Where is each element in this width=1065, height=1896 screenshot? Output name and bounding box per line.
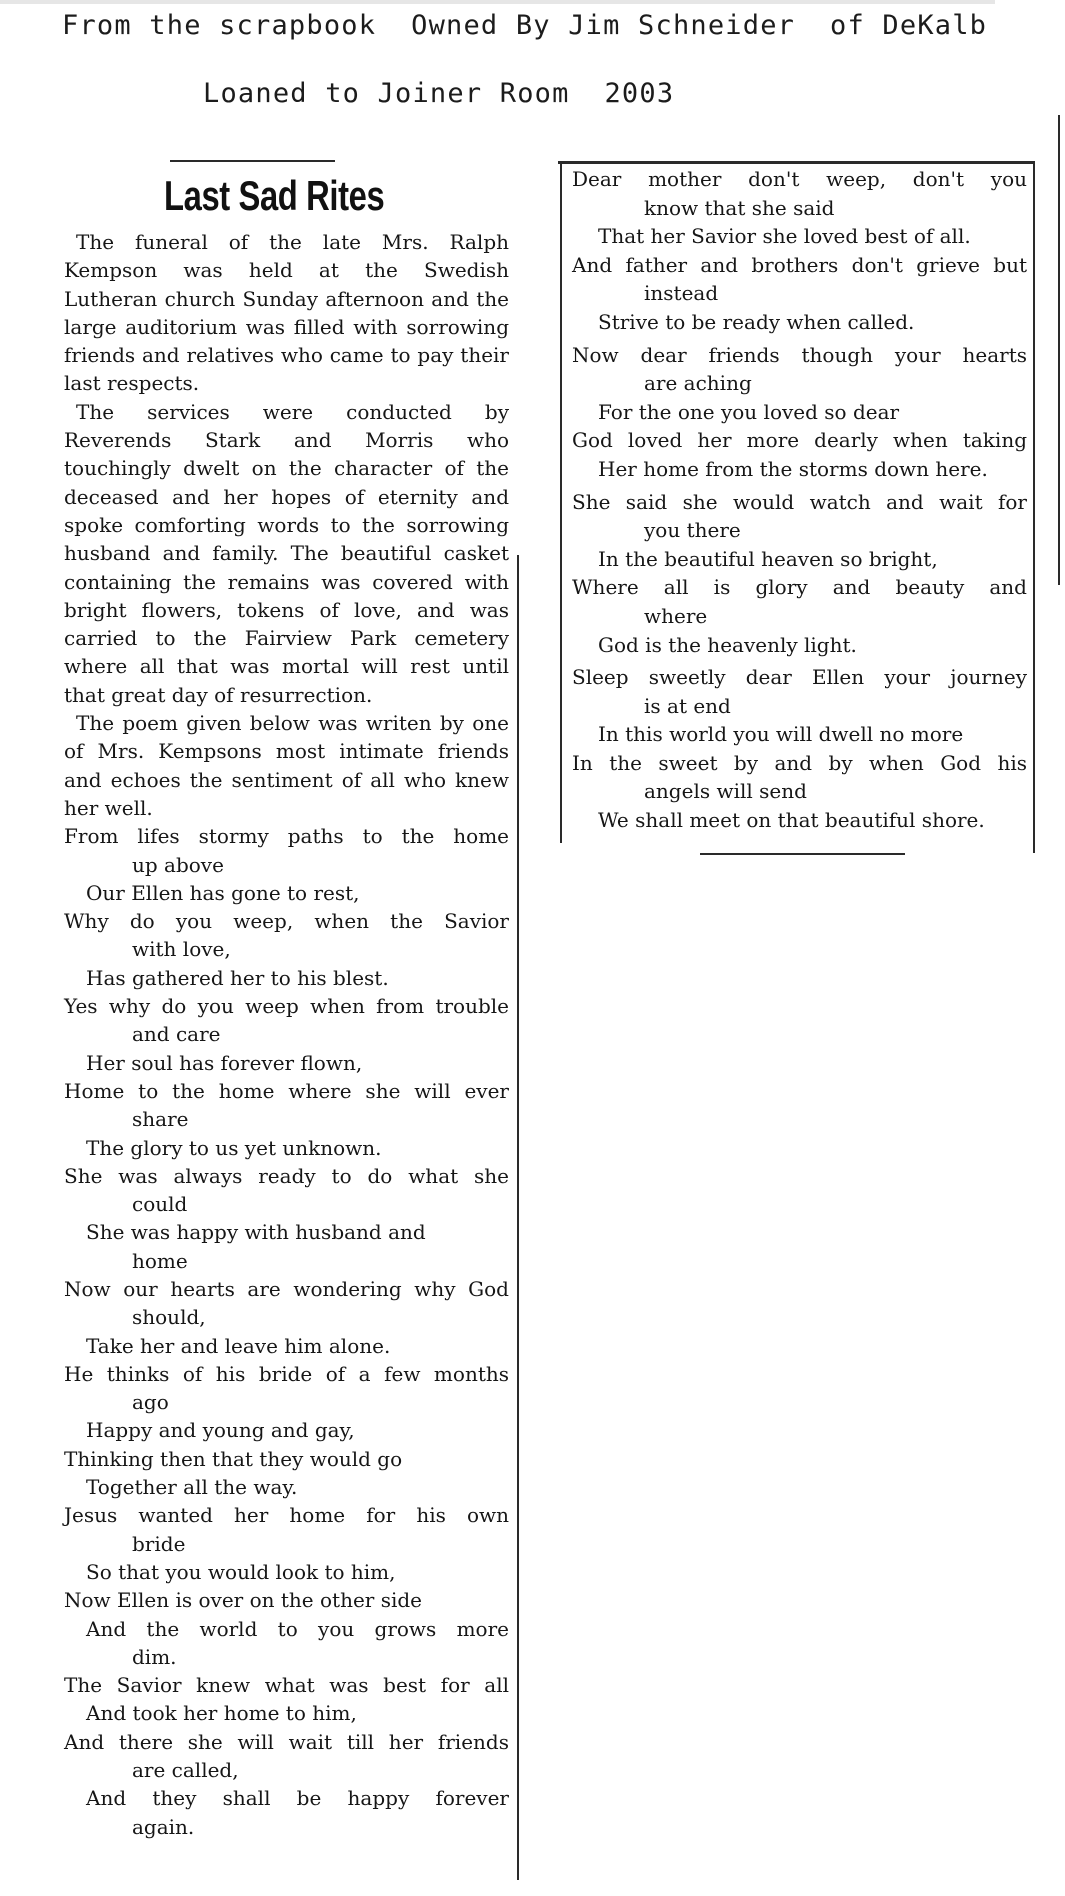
poem-line: And took her home to him, [86, 1701, 357, 1726]
poem-line: Our Ellen has gone to rest, [86, 880, 360, 905]
poem-line: could [132, 1192, 188, 1217]
headline-rule [170, 160, 335, 162]
page-edge-rule [1058, 115, 1060, 585]
poem-line: She said she would watch and wait for [572, 489, 1027, 514]
poem-line: He thinks of his bride of a few months [64, 1361, 509, 1386]
poem-line: She was happy with husband and [86, 1220, 426, 1245]
poem-stanza [64, 1501, 509, 1671]
poem-line: So that you would look to him, [86, 1559, 396, 1584]
poem-line: She was always ready to do what she [64, 1163, 509, 1188]
poem-line: We shall meet on that beautiful shore. [598, 808, 985, 833]
poem-line: God loved her more dearly when taking [572, 428, 1027, 453]
headline: Last Sad Rites [164, 172, 385, 219]
article-paragraph: The services were conducted by Reverends Stark and Morris who touchingly dwelt on the character of the deceased and her hopes of eternity and spoke comforting words to the sorrowing husband and family. The beautiful casket containing the remains was covered with bright flowers, tokens of love, and was carried to the Fairview Park cemetery where all that was mortal will rest until that great day of resurrection. [64, 399, 509, 707]
poem-line: And the world to you grows more [86, 1616, 509, 1641]
poem-line: ago [132, 1390, 169, 1415]
poem-line: For the one you loved so dear [598, 399, 900, 424]
poem-line: is at end [644, 693, 731, 718]
poem-line: where [644, 603, 708, 628]
article-paragraph: The funeral of the late Mrs. Ralph Kempson was held at the Swedish Lutheran church Sunday afternoon and the large auditorium was filled with sorrowing friends and relatives who came to pay their last respects. [64, 230, 509, 396]
poem-line: up above [132, 852, 224, 877]
poem-stanza [64, 1077, 509, 1162]
poem-line: should, [132, 1305, 206, 1330]
poem-line: Home to the home where she will ever [64, 1078, 509, 1103]
poem-line: share [132, 1107, 189, 1132]
poem-line: That her Savior she loved best of all. [598, 224, 971, 249]
poem-line: In the sweet by and by when God his [572, 750, 1027, 775]
poem-line: And they shall be happy forever [86, 1786, 509, 1811]
poem-line: are aching [644, 371, 752, 396]
poem-stanza [64, 907, 509, 992]
poem-line: and care [132, 1022, 221, 1047]
loan-note: Loaned to Joiner Room 2003 [203, 78, 675, 109]
poem-line: Take her and leave him alone. [86, 1333, 391, 1358]
poem-stanza [64, 992, 509, 1077]
poem-line: Dear mother don't weep, don't you [572, 167, 1027, 191]
poem-line: Sleep sweetly dear Ellen your journey [572, 665, 1027, 690]
poem-line: you there [644, 518, 741, 543]
poem-stanza [572, 165, 1027, 337]
poem-line: God is the heavenly light. [598, 632, 857, 657]
poem-stanza [64, 1162, 509, 1275]
poem-line: Thinking then that they would go [64, 1446, 403, 1471]
poem-stanza [64, 1360, 509, 1501]
right-column-bottom-rule [700, 853, 905, 855]
left-column-rule [517, 555, 519, 1880]
poem-line: know that she said [644, 195, 835, 220]
top-border [0, 0, 995, 4]
poem-line: The glory to us yet unknown. [86, 1135, 382, 1160]
poem-stanza [64, 1671, 509, 1841]
poem-line: angels will send [644, 779, 807, 804]
poem-stanza [572, 488, 1027, 660]
poem-line: And there she will wait till her friends [64, 1729, 509, 1754]
right-column-top-rule [558, 161, 1033, 164]
poem-line: with love, [132, 937, 231, 962]
right-column-right-rule [1033, 161, 1035, 853]
poem-line: Happy and young and gay, [86, 1418, 355, 1443]
poem-line: home [132, 1248, 188, 1273]
poem-line: dim. [132, 1644, 177, 1669]
poem-line: Her soul has forever flown, [86, 1050, 363, 1075]
poem-line: bride [132, 1531, 186, 1556]
poem-line: Together all the way. [86, 1475, 298, 1500]
poem-line: Why do you weep, when the Savior [64, 909, 509, 934]
poem-line: Jesus wanted her home for his own [64, 1503, 509, 1528]
poem-line: In this world you will dwell no more [598, 722, 964, 747]
poem-line: Has gathered her to his blest. [86, 965, 389, 990]
poem-line: again. [132, 1814, 195, 1839]
poem-stanza [572, 663, 1027, 835]
poem-line: Her home from the storms down here. [598, 456, 988, 481]
poem-line: The Savior knew what was best for all [64, 1673, 509, 1698]
poem-line: Now our hearts are wondering why God [64, 1276, 509, 1301]
article-left-column [64, 170, 509, 1841]
poem-line: Now dear friends though your hearts [572, 342, 1027, 367]
poem-line: Where all is glory and beauty and [572, 575, 1027, 600]
poem-line: instead [644, 281, 719, 306]
poem-stanza [64, 1275, 509, 1360]
right-column-left-rule [560, 161, 562, 843]
article-right-column [572, 165, 1027, 835]
poem-line: In the beautiful heaven so bright, [598, 546, 938, 571]
article-paragraph: The poem given below was writen by one of Mrs. Kempsons most intimate friends and echoes the sentiment of all who knew her well. [64, 711, 509, 820]
poem-line: Yes why do you weep when from trouble [64, 994, 509, 1019]
poem-line: From lifes stormy paths to the home [64, 824, 509, 849]
poem-line: Strive to be ready when called. [598, 309, 915, 334]
poem-line: are called, [132, 1758, 239, 1783]
poem-line: Now Ellen is over on the other side [64, 1588, 422, 1613]
poem-stanza [64, 822, 509, 907]
poem-stanza [572, 341, 1027, 484]
scrapbook-note: From the scrapbook Owned By Jim Schneider of DeKalb [62, 10, 988, 41]
poem-line: And father and brothers don't grieve but [572, 252, 1027, 277]
